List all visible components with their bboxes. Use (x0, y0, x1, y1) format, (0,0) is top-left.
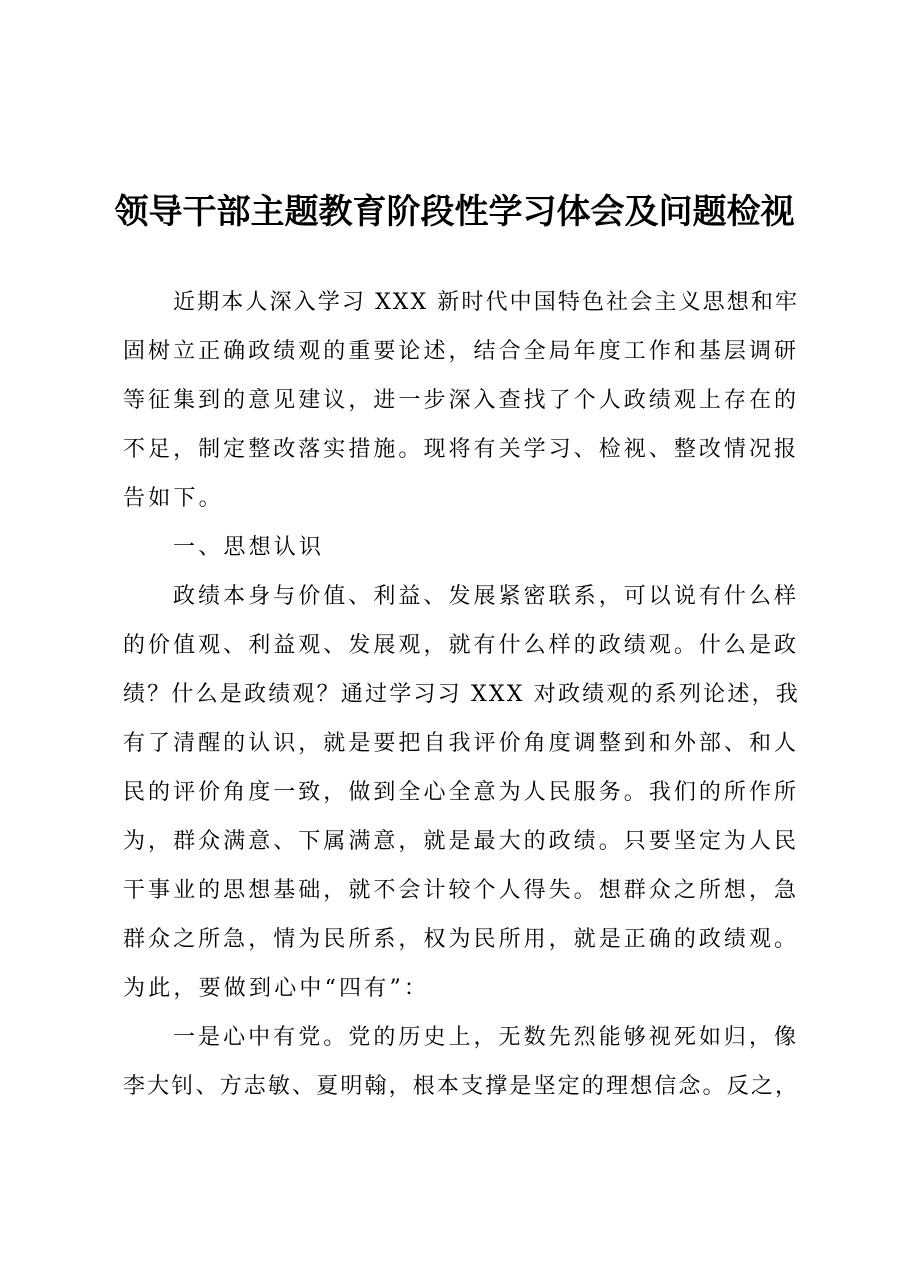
text-line: 政绩本身与价值、利益、发展紧密联系，可以说有什么样 (173, 584, 799, 609)
text-line: 绩？什么是政绩观？通过学习习 XXX 对政绩观的系列论述，我 (123, 682, 800, 707)
document-body (123, 278, 799, 1111)
text-line: 不足，制定整改落实措施。现将有关学习、检视、整改情况报 (123, 437, 799, 462)
paragraph-point-1 (123, 1013, 799, 1111)
paragraph-intro (123, 278, 799, 523)
text-line: 干事业的思想基础，就不会计较个人得失。想群众之所想，急 (123, 878, 799, 903)
text-line: 固树立正确政绩观的重要论述，结合全局年度工作和基层调研 (123, 339, 799, 364)
paragraph-section-1 (123, 572, 799, 1013)
section-heading-1 (123, 523, 799, 572)
text-line: 为此，要做到心中“四有”： (123, 976, 430, 1001)
text-line: 的价值观、利益观、发展观，就有什么样的政绩观。什么是政 (123, 633, 799, 658)
text-line: 等征集到的意见建议，进一步深入查找了个人政绩观上存在的 (123, 388, 799, 413)
text-line: 有了清醒的认识，就是要把自我评价角度调整到和外部、和人 (123, 731, 799, 756)
text-line: 民的评价角度一致，做到全心全意为人民服务。我们的所作所 (123, 780, 799, 805)
text-line: 一是心中有党。党的历史上，无数先烈能够视死如归，像 (173, 1025, 799, 1050)
section-heading-text: 一、思想认识 (173, 535, 325, 560)
text-line: 李大钊、方志敏、夏明翰，根本支撑是坚定的理想信念。反之， (123, 1074, 799, 1099)
text-line: 近期本人深入学习 XXX 新时代中国特色社会主义思想和牢 (173, 290, 799, 315)
document-title: 领导干部主题教育阶段性学习体会及问题检视 (114, 192, 795, 232)
text-line: 为，群众满意、下属满意，就是最大的政绩。只要坚定为人民 (123, 829, 799, 854)
text-line: 群众之所急，情为民所系，权为民所用，就是正确的政绩观。 (123, 927, 799, 952)
text-line: 告如下。 (123, 486, 224, 511)
